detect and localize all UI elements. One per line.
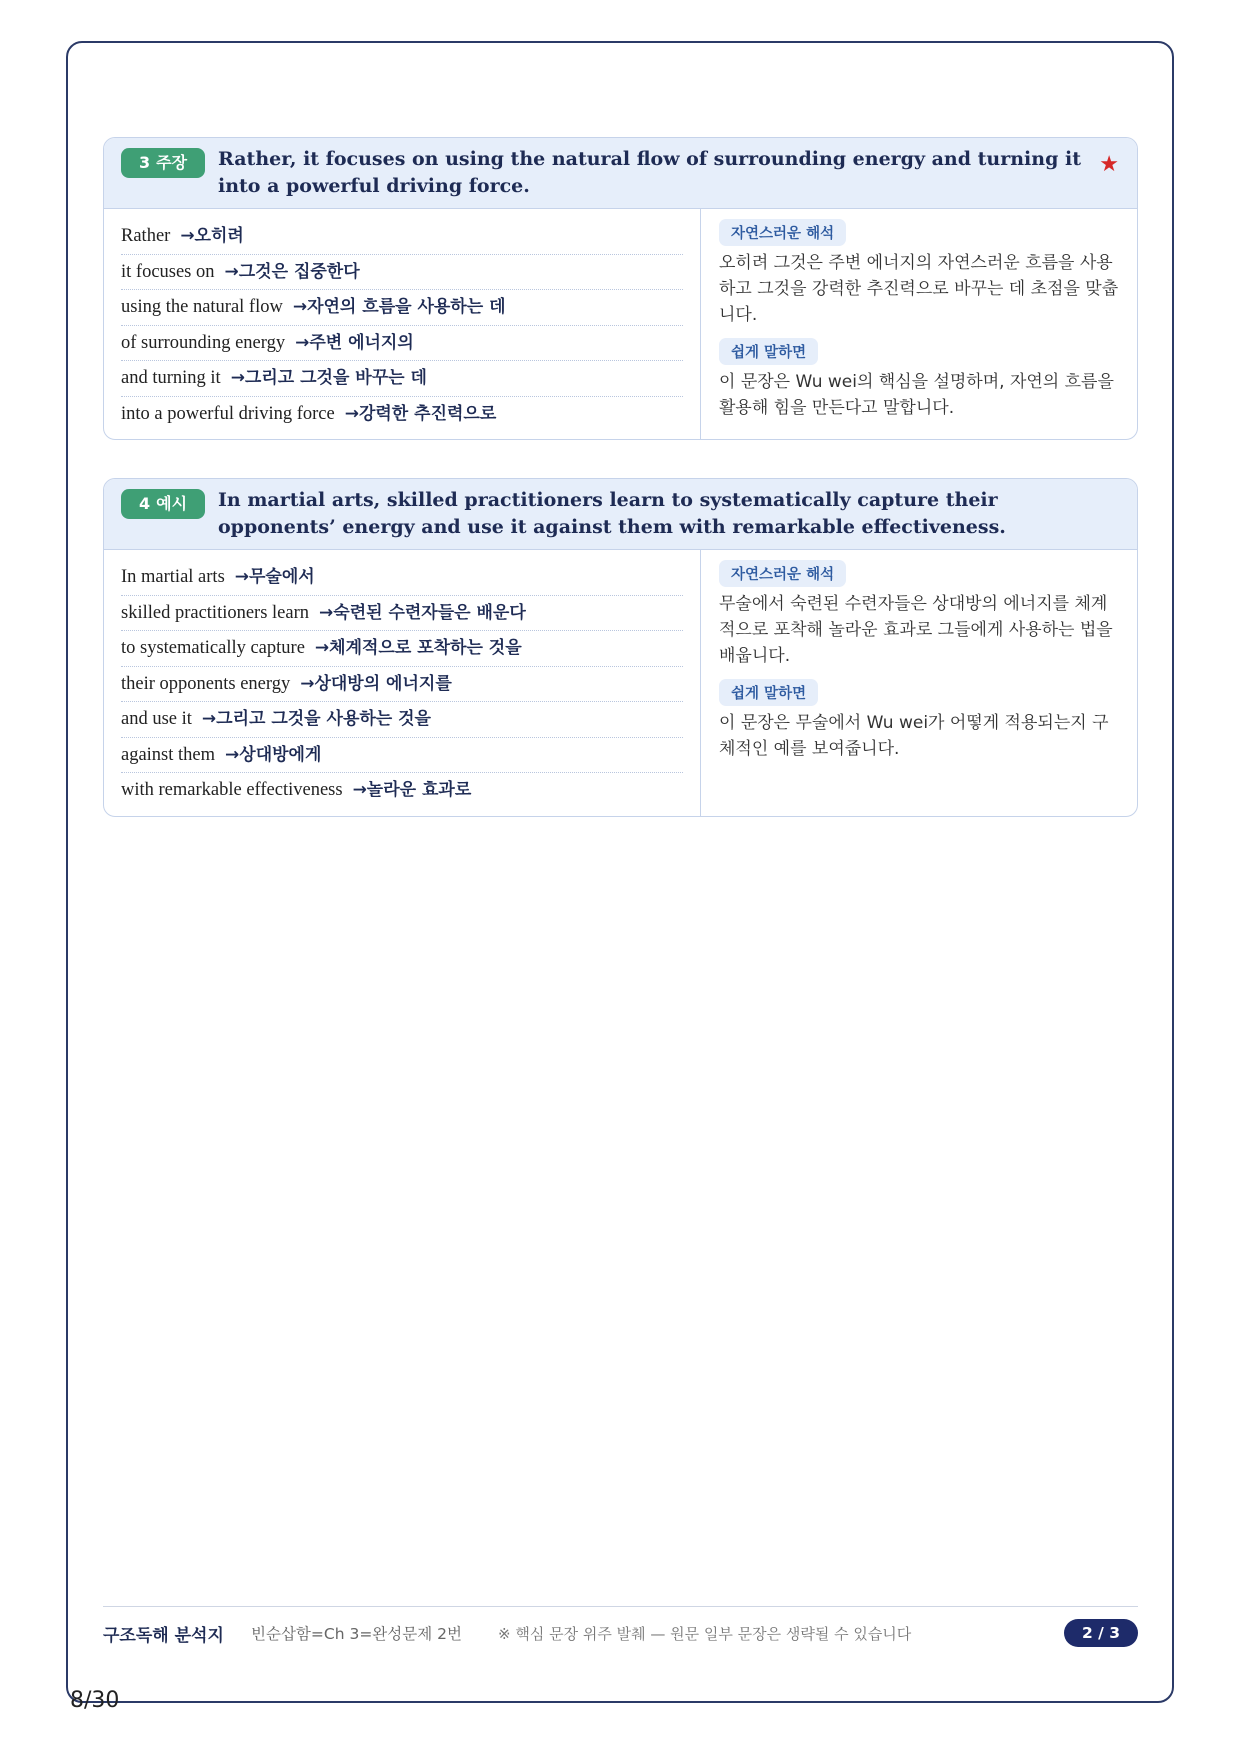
chunk-english: with remarkable effectiveness xyxy=(121,780,343,800)
page-count: 8/30 xyxy=(70,1688,120,1713)
easy-label: 쉽게 말하면 xyxy=(719,679,818,706)
badge-number: 3 xyxy=(138,153,151,172)
chunk-korean: →놀라운 효과로 xyxy=(352,780,472,800)
card-header xyxy=(104,479,1137,550)
card-header xyxy=(104,138,1137,209)
page-footer xyxy=(103,1606,1138,1654)
natural-label: 자연스러운 해석 xyxy=(719,560,846,587)
card-body xyxy=(104,209,1137,439)
chunk-korean: →상대방에게 xyxy=(225,744,322,765)
chunk-english: to systematically capture xyxy=(121,638,305,658)
card-body xyxy=(104,550,1137,816)
chunk-list xyxy=(104,209,701,439)
badge-label: 예시 xyxy=(156,494,188,513)
badge-claim xyxy=(121,148,205,178)
chunk-english: and use it xyxy=(121,709,192,729)
easy-label: 쉽게 말하면 xyxy=(719,338,818,365)
chunk-english: against them xyxy=(121,744,216,765)
chunk-korean: →그것은 집중한다 xyxy=(224,261,360,282)
sentence-card-3 xyxy=(103,137,1138,440)
natural-label: 자연스러운 해석 xyxy=(719,219,846,246)
chunk-english: their opponents energy xyxy=(121,673,291,694)
chunk-list xyxy=(104,550,701,816)
chunk-korean: →강력한 추진력으로 xyxy=(344,403,497,424)
chunk-row xyxy=(121,326,683,362)
star-icon: ★ xyxy=(1099,152,1119,177)
chunk-english: and turning it xyxy=(121,368,221,388)
easy-text: 이 문장은 Wu wei의 핵심을 설명하며, 자연의 흐름을 활용해 힘을 만든다고 말합니다. xyxy=(719,372,1114,418)
chunk-english: into a powerful driving force xyxy=(121,403,335,424)
sentence-card-4 xyxy=(103,478,1138,817)
interpretation-panel xyxy=(701,209,1137,439)
page-indicator: 2 / 3 xyxy=(1064,1619,1138,1647)
chunk-row xyxy=(121,560,683,596)
footer-note: ※ 핵심 문장 위주 발췌 — 원문 일부 문장은 생략될 수 있습니다 xyxy=(498,1625,912,1643)
chunk-english: of surrounding energy xyxy=(121,332,286,353)
chunk-korean: →숙련된 수련자들은 배운다 xyxy=(319,602,526,623)
chunk-korean: →주변 에너지의 xyxy=(295,332,414,353)
badge-example xyxy=(121,489,205,519)
chunk-korean: →그리고 그것을 사용하는 것을 xyxy=(201,709,431,729)
chunk-row xyxy=(121,702,683,738)
easy-text: 이 문장은 무술에서 Wu wei가 어떻게 적용되는지 구체적인 예를 보여줍니다. xyxy=(719,713,1109,759)
chunk-english: In martial arts xyxy=(121,567,225,587)
sentence-heading: In martial arts, skilled practitioners learn to systematically capture their opponents’ energy and use it against them with remarkable effectiveness. xyxy=(218,489,1006,538)
chunk-english: skilled practitioners learn xyxy=(121,602,310,623)
chunk-row xyxy=(121,773,683,808)
chunk-korean: →오히려 xyxy=(180,226,244,246)
chunk-english: Rather xyxy=(121,226,171,246)
chunk-korean: →체계적으로 포착하는 것을 xyxy=(314,638,522,658)
badge-label: 주장 xyxy=(156,153,188,172)
chunk-row xyxy=(121,361,683,397)
natural-text: 오히려 그것은 주변 에너지의 자연스러운 흐름을 사용하고 그것을 강력한 추진력으로 바꾸는 데 초점을 맞춥니다. xyxy=(719,253,1119,325)
chunk-row xyxy=(121,738,683,774)
footer-title: 구조독해 분석지 xyxy=(103,1626,224,1646)
chunk-korean: →무술에서 xyxy=(234,567,315,587)
chunk-row xyxy=(121,667,683,703)
chunk-english: using the natural flow xyxy=(121,297,283,317)
natural-text: 무술에서 숙련된 수련자들은 상대방의 에너지를 체계적으로 포착해 놀라운 효과로 그들에게 사용하는 법을 배웁니다. xyxy=(719,594,1113,666)
chunk-korean: →상대방의 에너지를 xyxy=(300,673,452,694)
chunk-row xyxy=(121,219,683,255)
chunk-row xyxy=(121,290,683,326)
chunk-korean: →그리고 그것을 바꾸는 데 xyxy=(230,368,427,388)
badge-number: 4 xyxy=(138,494,151,513)
chunk-row xyxy=(121,255,683,291)
chunk-korean: →자연의 흐름을 사용하는 데 xyxy=(292,297,506,317)
chunk-row xyxy=(121,397,683,432)
interpretation-panel xyxy=(701,550,1137,816)
sentence-heading: Rather, it focuses on using the natural flow of surrounding energy and turning it into a powerful driving force. xyxy=(218,148,1081,197)
footer-info: 빈순삽함=Ch 3=완성문제 2번 xyxy=(251,1625,462,1643)
chunk-row xyxy=(121,631,683,667)
chunk-english: it focuses on xyxy=(121,261,215,282)
chunk-row xyxy=(121,596,683,632)
